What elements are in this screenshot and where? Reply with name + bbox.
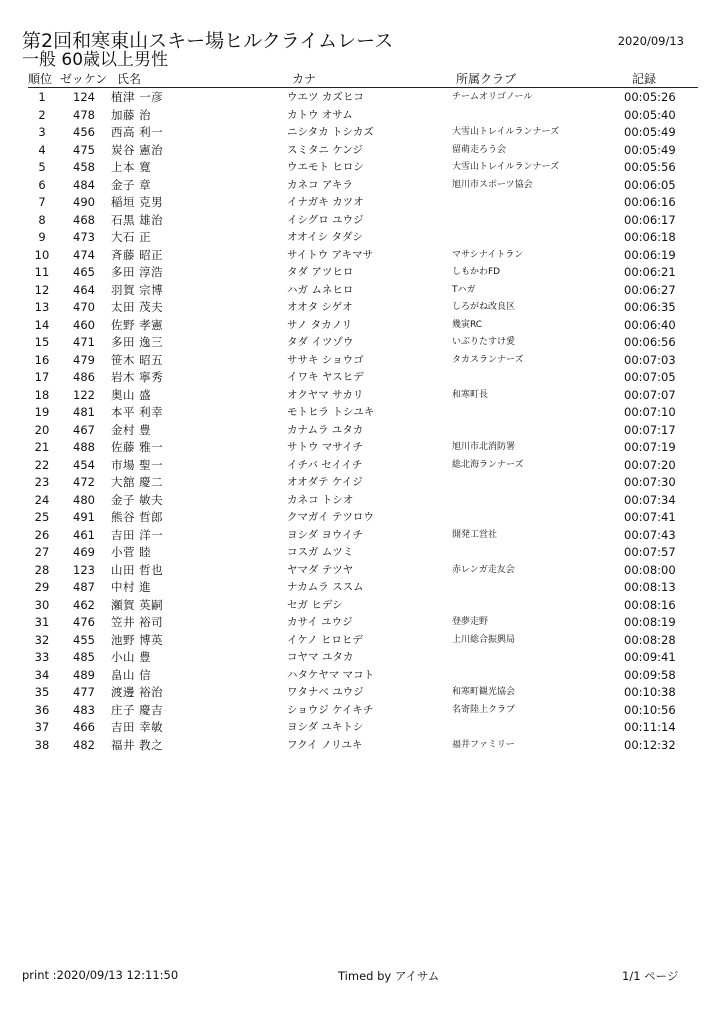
name-cell: 笹木 昭五: [111, 352, 164, 367]
time-cell: 00:05:56: [624, 160, 676, 174]
kana-cell: カネコ アキラ: [287, 178, 353, 191]
name-cell: 吉田 幸敏: [111, 720, 164, 734]
rank-cell: 14: [34, 317, 50, 332]
club-cell: 名寄陸上クラブ: [452, 704, 516, 715]
timed-by: Timed by アイサム: [338, 969, 440, 983]
name-cell: 畠山 信: [111, 667, 152, 682]
table-row: [0, 229, 724, 247]
kana-cell: ヨシダ ユキトシ: [287, 721, 364, 733]
rank-cell: 15: [34, 335, 50, 349]
time-cell: 00:07:03: [624, 352, 676, 367]
name-cell: 多田 逸三: [111, 335, 164, 349]
kana-cell: ハタケヤマ マコト: [287, 668, 375, 681]
kana-cell: ヤマダ テツヤ: [287, 563, 354, 576]
header-divider: [28, 87, 698, 88]
kana-cell: ショウジ ケイキチ: [287, 703, 374, 716]
kana-cell: イナガキ カツオ: [287, 196, 364, 208]
name-cell: 金村 豊: [111, 422, 152, 437]
rank-cell: 19: [34, 405, 50, 419]
club-cell: 留萌走ろう会: [452, 144, 507, 155]
bib-cell: 460: [73, 317, 95, 332]
time-cell: 00:05:26: [624, 90, 676, 104]
name-cell: 金子 敏夫: [111, 492, 164, 507]
kana-cell: カサイ ユウジ: [287, 616, 353, 628]
kana-cell: サトウ マサイチ: [287, 441, 364, 453]
name-cell: 佐野 孝憲: [111, 317, 164, 332]
table-row: [0, 422, 724, 440]
bib-cell: 484: [73, 177, 95, 192]
name-cell: 渡邊 裕治: [111, 685, 164, 699]
club-cell: 大雪山トレイルランナーズ: [452, 127, 560, 137]
time-cell: 00:09:58: [624, 667, 676, 682]
bib-cell: 458: [73, 160, 95, 174]
rank-cell: 13: [34, 300, 50, 314]
rank-cell: 38: [34, 737, 50, 752]
bib-cell: 482: [73, 737, 95, 752]
rank-cell: 35: [34, 685, 50, 699]
name-cell: 瀬賀 英嗣: [111, 597, 164, 612]
time-cell: 00:06:35: [624, 300, 676, 314]
bib-cell: 464: [73, 282, 95, 297]
table-row: [0, 352, 724, 370]
rank-cell: 32: [34, 632, 50, 647]
kana-cell: スミタニ ケンジ: [287, 143, 364, 156]
results-table: [0, 89, 724, 754]
bib-cell: 491: [73, 510, 95, 524]
col-time-header: 記録: [632, 72, 657, 86]
rank-cell: 27: [34, 545, 50, 559]
rank-cell: 26: [34, 527, 50, 542]
bib-cell: 476: [73, 615, 95, 629]
name-cell: 小山 豊: [111, 650, 152, 664]
table-row: [0, 159, 724, 177]
kana-cell: ウエツ カズヒコ: [287, 91, 364, 103]
table-row: [0, 89, 724, 107]
bib-cell: 473: [73, 230, 95, 244]
rank-cell: 3: [38, 125, 46, 139]
club-cell: 旭川市北消防署: [452, 442, 516, 452]
rank-cell: 33: [34, 650, 50, 664]
bib-cell: 456: [73, 125, 95, 139]
kana-cell: カトウ オサム: [287, 108, 353, 121]
club-cell: 赤レンガ走友会: [452, 564, 515, 575]
bib-cell: 470: [73, 300, 95, 314]
time-cell: 00:10:56: [624, 702, 676, 717]
club-cell: しろがね改良区: [452, 302, 516, 312]
table-row: [0, 702, 724, 720]
name-cell: 小菅 睦: [111, 545, 152, 559]
table-row: [0, 544, 724, 562]
bib-cell: 490: [73, 195, 95, 209]
bib-cell: 480: [73, 492, 95, 507]
time-cell: 00:07:20: [624, 457, 676, 472]
bib-cell: 478: [73, 107, 95, 122]
table-row: [0, 107, 724, 125]
rank-cell: 2: [38, 107, 46, 122]
table-row: [0, 667, 724, 685]
name-cell: 植津 一彦: [111, 90, 164, 104]
table-row: [0, 334, 724, 352]
name-cell: 羽賀 宗博: [111, 282, 164, 297]
time-cell: 00:07:10: [624, 405, 676, 419]
bib-cell: 486: [73, 370, 95, 384]
table-row: [0, 649, 724, 667]
bib-cell: 465: [73, 265, 95, 279]
bib-cell: 467: [73, 422, 95, 437]
table-row: [0, 177, 724, 195]
time-cell: 00:07:07: [624, 387, 676, 402]
table-row: [0, 509, 724, 527]
table-row: [0, 457, 724, 475]
table-row: [0, 632, 724, 650]
bib-cell: 487: [73, 580, 95, 594]
rank-cell: 36: [34, 702, 50, 717]
time-cell: 00:07:17: [624, 422, 676, 437]
rank-cell: 5: [38, 160, 46, 174]
kana-cell: イシグロ ユウジ: [287, 213, 364, 226]
kana-cell: フクイ ノリユキ: [287, 738, 363, 751]
kana-cell: サノ タカノリ: [287, 318, 353, 331]
rank-cell: 4: [38, 142, 46, 157]
kana-cell: セガ ヒデシ: [287, 598, 343, 611]
bib-cell: 479: [73, 352, 95, 367]
club-cell: 和寒町観光協会: [452, 687, 516, 697]
bib-cell: 488: [73, 440, 95, 454]
name-cell: 上本 寛: [111, 160, 152, 174]
table-row: [0, 282, 724, 300]
time-cell: 00:06:18: [624, 230, 676, 244]
name-cell: 斉藤 昭正: [111, 247, 164, 262]
rank-cell: 23: [34, 475, 50, 489]
col-bib-header: ゼッケン: [60, 72, 108, 86]
name-cell: 加藤 治: [111, 107, 152, 122]
table-row: [0, 299, 724, 317]
name-cell: 池野 博英: [111, 632, 164, 647]
event-date: 2020/09/13: [617, 34, 684, 48]
page-number: 1/1 ページ: [622, 969, 679, 983]
club-cell: しもかわFD: [452, 267, 501, 277]
table-row: [0, 597, 724, 615]
rank-cell: 25: [34, 510, 50, 524]
time-cell: 00:07:43: [624, 527, 676, 542]
name-cell: 金子 章: [111, 177, 152, 192]
bib-cell: 466: [73, 720, 95, 734]
table-row: [0, 247, 724, 265]
time-cell: 00:06:21: [624, 265, 676, 279]
table-row: [0, 317, 724, 335]
name-cell: 福井 教之: [111, 737, 164, 752]
kana-cell: オオイシ タダシ: [287, 231, 363, 243]
club-cell: Tハガ: [452, 284, 476, 295]
time-cell: 00:06:05: [624, 177, 676, 192]
rank-cell: 20: [34, 422, 50, 437]
rank-cell: 22: [34, 457, 50, 472]
kana-cell: サイトウ アキマサ: [287, 248, 374, 261]
rank-cell: 6: [38, 177, 46, 192]
name-cell: 市場 聖一: [111, 457, 164, 472]
time-cell: 00:06:27: [624, 282, 676, 297]
kana-cell: カナムラ ユタカ: [287, 423, 364, 436]
bib-cell: 485: [73, 650, 95, 664]
time-cell: 00:11:14: [624, 720, 676, 734]
name-cell: 太田 茂夫: [111, 300, 164, 314]
name-cell: 炭谷 憲治: [111, 142, 164, 157]
rank-cell: 31: [34, 615, 50, 629]
name-cell: 山田 哲也: [111, 562, 164, 577]
rank-cell: 17: [34, 370, 50, 384]
rank-cell: 18: [34, 387, 50, 402]
time-cell: 00:06:40: [624, 317, 676, 332]
club-cell: 福井ファミリー: [452, 739, 515, 750]
kana-cell: ナカムラ ススム: [287, 581, 364, 593]
rank-cell: 9: [38, 230, 46, 244]
col-club-header: 所属クラブ: [456, 72, 517, 86]
kana-cell: ニシタカ トシカズ: [287, 126, 374, 138]
name-cell: 佐藤 雅一: [111, 440, 164, 454]
kana-cell: コスガ ムツミ: [287, 546, 354, 558]
rank-cell: 8: [38, 212, 46, 227]
kana-cell: イワキ ヤスヒデ: [287, 371, 364, 383]
rank-cell: 7: [38, 195, 46, 209]
kana-cell: オオタ シゲオ: [287, 301, 353, 313]
table-row: [0, 387, 724, 405]
table-row: [0, 124, 724, 142]
kana-cell: ウエモト ヒロシ: [287, 161, 364, 173]
club-cell: いぶりたすけ愛: [452, 337, 516, 347]
rank-cell: 1: [38, 90, 46, 104]
bib-cell: 455: [73, 632, 95, 647]
name-cell: 大舘 慶二: [111, 475, 164, 489]
table-row: [0, 404, 724, 422]
club-cell: 大雪山トレイルランナーズ: [452, 162, 560, 172]
club-cell: チームオリゴノール: [452, 92, 533, 102]
table-row: [0, 492, 724, 510]
bib-cell: 483: [73, 702, 95, 717]
rank-cell: 28: [34, 562, 50, 577]
name-cell: 岩木 寧秀: [111, 370, 164, 384]
bib-cell: 461: [73, 527, 95, 542]
table-row: [0, 527, 724, 545]
table-header: [0, 70, 724, 86]
category-subtitle: 一般 60歳以上男性: [22, 50, 169, 70]
table-row: [0, 264, 724, 282]
time-cell: 00:08:00: [624, 562, 676, 577]
table-row: [0, 562, 724, 580]
table-row: [0, 194, 724, 212]
time-cell: 00:07:41: [624, 510, 676, 524]
col-rank-header: 順位: [28, 72, 53, 86]
time-cell: 00:07:57: [624, 545, 676, 559]
col-kana-header: カナ: [292, 72, 317, 86]
time-cell: 00:08:16: [624, 597, 676, 612]
bib-cell: 489: [73, 667, 95, 682]
kana-cell: ワタナベ ユウジ: [287, 686, 364, 698]
club-cell: 旭川市スポーツ協会: [452, 179, 533, 190]
bib-cell: 462: [73, 597, 95, 612]
kana-cell: イケノ ヒロヒデ: [287, 633, 363, 646]
bib-cell: 122: [73, 387, 95, 402]
table-row: [0, 212, 724, 230]
col-name-header: 氏名: [117, 72, 142, 86]
bib-cell: 124: [73, 90, 95, 104]
table-row: [0, 684, 724, 702]
name-cell: 中村 進: [111, 580, 152, 594]
kana-cell: カネコ トシオ: [287, 493, 354, 506]
kana-cell: イチバ セイイチ: [287, 458, 363, 471]
time-cell: 00:07:05: [624, 370, 676, 384]
table-row: [0, 579, 724, 597]
bib-cell: 481: [73, 405, 95, 419]
kana-cell: ササキ ショウゴ: [287, 353, 364, 366]
name-cell: 多田 淳浩: [111, 265, 164, 279]
rank-cell: 16: [34, 352, 50, 367]
time-cell: 00:05:49: [624, 142, 676, 157]
name-cell: 吉田 洋一: [111, 527, 164, 542]
time-cell: 00:05:49: [624, 125, 676, 139]
bib-cell: 477: [73, 685, 95, 699]
name-cell: 西高 利一: [111, 125, 164, 139]
rank-cell: 24: [34, 492, 50, 507]
time-cell: 00:10:38: [624, 685, 676, 699]
name-cell: 石黒 雄治: [111, 212, 164, 227]
time-cell: 00:09:41: [624, 650, 676, 664]
time-cell: 00:07:30: [624, 475, 676, 489]
club-cell: マサシナイトラン: [452, 249, 524, 260]
table-row: [0, 719, 724, 737]
name-cell: 稲垣 克男: [111, 195, 164, 209]
rank-cell: 10: [34, 247, 50, 262]
page-title: 第2回和寒東山スキー場ヒルクライムレース: [22, 30, 394, 52]
time-cell: 00:05:40: [624, 107, 676, 122]
bib-cell: 454: [73, 457, 95, 472]
rank-cell: 12: [34, 282, 50, 297]
club-cell: 幾寅RC: [452, 319, 483, 330]
bib-cell: 475: [73, 142, 95, 157]
club-cell: タカスランナーズ: [452, 354, 524, 365]
kana-cell: モトヒラ トシユキ: [287, 406, 375, 418]
kana-cell: ヨシダ ヨウイチ: [287, 528, 364, 541]
club-cell: 総北海ランナーズ: [452, 459, 524, 470]
rank-cell: 21: [34, 440, 50, 454]
bib-cell: 471: [73, 335, 95, 349]
kana-cell: コヤマ ユタカ: [287, 651, 354, 663]
rank-cell: 11: [34, 265, 50, 279]
club-cell: 登夢走野: [452, 617, 489, 627]
rank-cell: 37: [34, 720, 50, 734]
table-row: [0, 142, 724, 160]
kana-cell: ハガ ムネヒロ: [287, 283, 354, 296]
time-cell: 00:08:28: [624, 632, 676, 647]
kana-cell: クマガイ テツロウ: [287, 511, 374, 523]
bib-cell: 468: [73, 212, 95, 227]
time-cell: 00:07:34: [624, 492, 676, 507]
rank-cell: 29: [34, 580, 50, 594]
name-cell: 奥山 盛: [111, 387, 152, 402]
time-cell: 00:06:19: [624, 247, 676, 262]
name-cell: 庄子 慶吉: [111, 702, 164, 717]
table-row: [0, 439, 724, 457]
kana-cell: タダ イツゾウ: [287, 336, 354, 348]
time-cell: 00:08:19: [624, 615, 676, 629]
table-row: [0, 369, 724, 387]
time-cell: 00:06:16: [624, 195, 676, 209]
bib-cell: 474: [73, 247, 95, 262]
kana-cell: タダ アツヒロ: [287, 266, 354, 278]
time-cell: 00:12:32: [624, 737, 676, 752]
rank-cell: 34: [34, 667, 50, 682]
name-cell: 笠井 裕司: [111, 615, 164, 629]
club-cell: 開発工営社: [452, 529, 498, 540]
time-cell: 00:07:19: [624, 440, 676, 454]
club-cell: 上川総合振興局: [452, 634, 516, 645]
name-cell: 本平 利幸: [111, 405, 164, 419]
kana-cell: オオダテ ケイジ: [287, 476, 363, 488]
time-cell: 00:06:17: [624, 212, 676, 227]
bib-cell: 469: [73, 545, 95, 559]
time-cell: 00:06:56: [624, 335, 676, 349]
table-row: [0, 614, 724, 632]
bib-cell: 472: [73, 475, 95, 489]
kana-cell: オクヤマ サカリ: [287, 388, 364, 401]
table-row: [0, 737, 724, 755]
time-cell: 00:08:13: [624, 580, 676, 594]
print-timestamp: print :2020/09/13 12:11:50: [22, 968, 179, 982]
name-cell: 大石 正: [111, 230, 152, 244]
bib-cell: 123: [73, 562, 95, 577]
club-cell: 和寒町長: [452, 389, 489, 400]
rank-cell: 30: [34, 597, 50, 612]
table-row: [0, 474, 724, 492]
name-cell: 熊谷 哲郎: [111, 510, 164, 524]
